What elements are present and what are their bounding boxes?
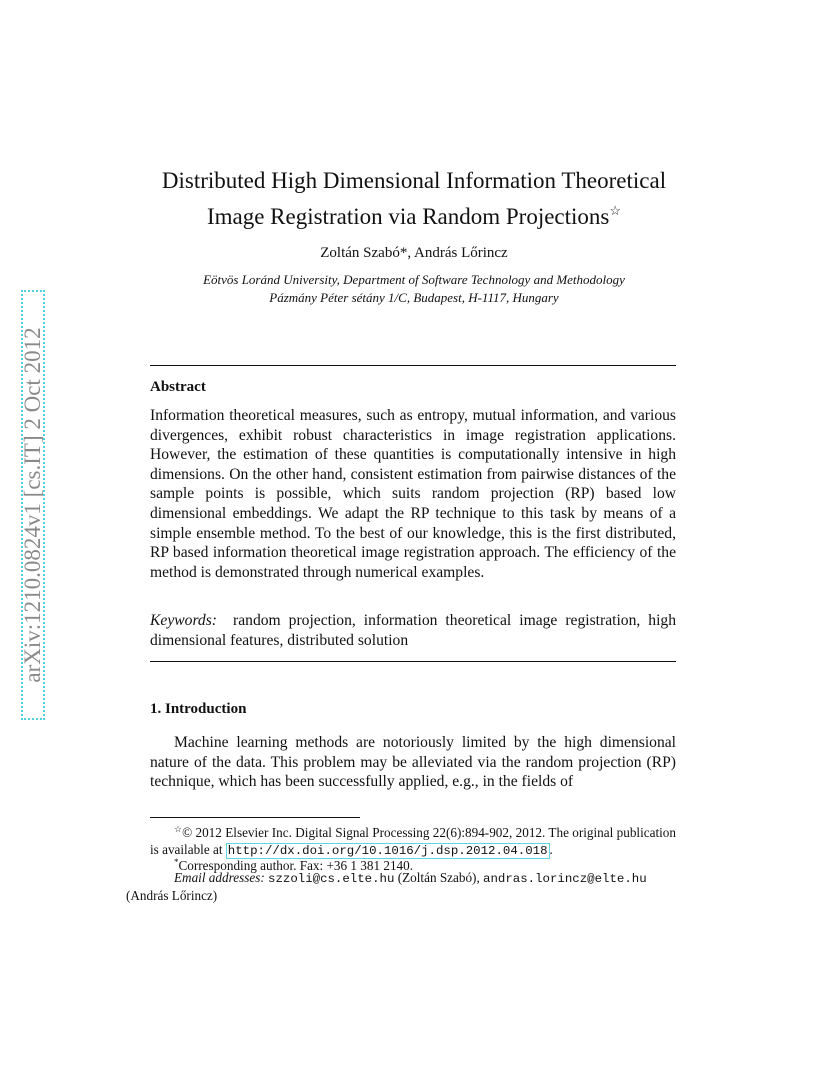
abstract-heading: Abstract — [150, 379, 206, 395]
authors: Zoltán Szabó*, András Lőrincz — [320, 245, 508, 261]
keywords — [150, 611, 676, 650]
section-heading-introduction: 1. Introduction — [150, 701, 247, 717]
paper-title — [120, 166, 708, 232]
introduction-text: Machine learning methods are notoriously limited by the high dimensional nature of the data. This problem may be alleviated via the random projection (RP) technique, which has been successfully applied, e.g., in the fields of — [150, 734, 676, 791]
title-footnote-mark: ☆ — [609, 203, 622, 218]
title-line-1: Distributed High Dimensional Information Theoretical — [161, 168, 667, 193]
email-lorincz-name: (András Lőrincz) — [126, 887, 218, 903]
footnote-1-text: © 2012 Elsevier Inc. Digital Signal Processing 22(6):894-902, 2012. The original publication is available at — [150, 825, 676, 857]
title-line-2 — [120, 196, 708, 232]
email-lorincz[interactable]: andras.lorincz@elte.hu — [483, 872, 647, 886]
abstract-bottom-rule — [150, 661, 676, 662]
keywords-text: random projection, information theoretical image registration, high dimensional features, distributed solution — [150, 612, 677, 649]
footnote-2-mark: * — [174, 857, 179, 867]
affiliation-line-1: Eötvös Loránd University, Department of Software Technology and Methodology — [203, 272, 625, 287]
footnote-rule — [150, 817, 360, 818]
arxiv-stamp-text: arXiv:1210.0824v1 [cs.IT] 2 Oct 2012 — [20, 327, 45, 683]
email-szabo-name: (Zoltán Szabó), — [397, 870, 480, 885]
abstract-text: Information theoretical measures, such as entropy, mutual information, and various divergences, exhibit robust characteristics in image registration applications. However, the estimation of these quantities is computationally intensive in high dimensions. On the other hand, consistent estimation from pairwise distances of the sample points is possible, which suits random projection (RP) based low dimensional embeddings. We adapt the RP technique to this task by means of a simple ensemble method. To the best of our knowledge, this is the first distributed, RP based information theoretical image registration approach. The efficiency of the method is demonstrated through numerical examples. — [150, 407, 676, 581]
footnote-emails — [126, 870, 676, 904]
abstract-top-rule — [150, 365, 676, 366]
title-line-2-text: Image Registration via Random Projections — [206, 204, 610, 229]
affiliation — [120, 271, 708, 307]
affiliation-line-2: Pázmány Péter sétány 1/C, Budapest, H-1117, Hungary — [269, 290, 559, 305]
email-szabo[interactable]: szzoli@cs.elte.hu — [268, 872, 395, 886]
email-label: Email addresses: — [174, 870, 265, 885]
keywords-label: Keywords: — [150, 612, 217, 629]
footnote-2-text: Corresponding author. Fax: +36 1 381 2140. — [178, 858, 414, 873]
doi-link[interactable]: http://dx.doi.org/10.1016/j.dsp.2012.04.018 — [227, 843, 548, 858]
arxiv-stamp — [6, 290, 54, 720]
footnote-1-end: . — [549, 841, 553, 857]
footnote-1-mark: ☆ — [174, 824, 183, 834]
